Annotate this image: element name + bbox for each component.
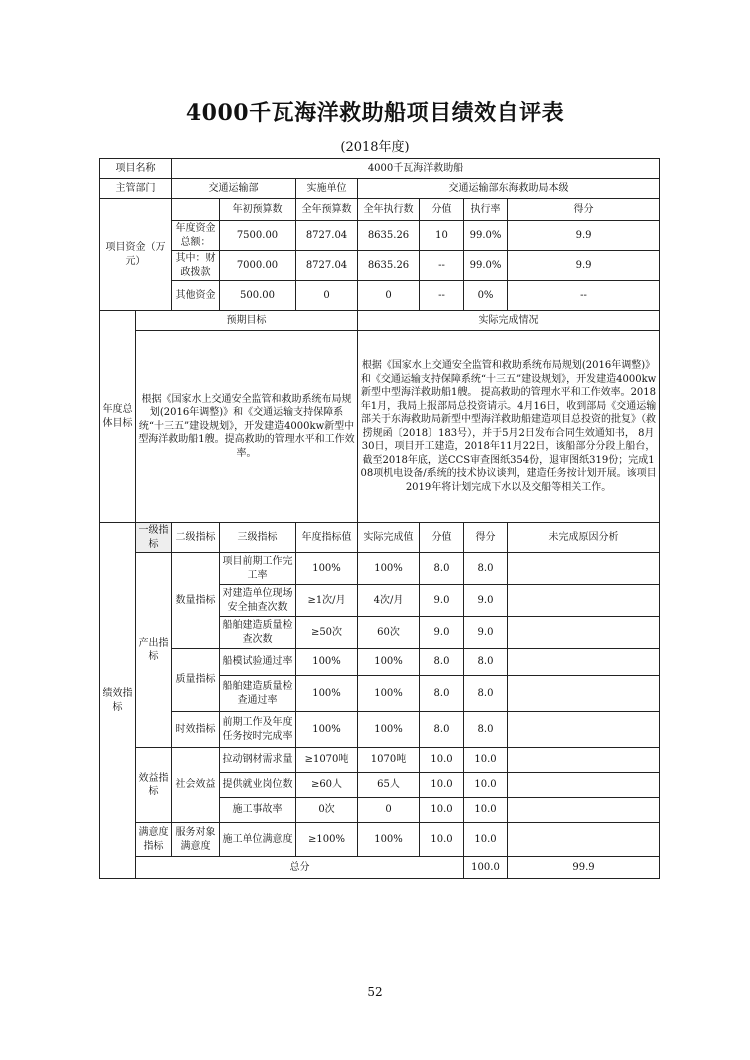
funds-header-score-value: 分值: [420, 199, 464, 221]
document-subtitle: (2018年度): [340, 140, 410, 155]
department-row: [100, 179, 660, 199]
perf-reason: [508, 617, 660, 649]
funds-row-label: 其他资金: [172, 281, 220, 311]
perf-level2-quantity: 数量指标: [172, 553, 220, 649]
perf-target: ≥50次: [296, 617, 358, 649]
perf-row: [100, 712, 660, 748]
perf-reason: [508, 676, 660, 712]
perf-level3: 拉动钢材需求量: [220, 748, 296, 773]
project-name-value: 4000千瓦海洋救助船: [172, 159, 660, 179]
perf-level2-timeliness: 时效指标: [172, 712, 220, 748]
perf-score-value: 9.0: [420, 617, 464, 649]
funds-header-score: 得分: [508, 199, 660, 221]
funds-row: [100, 221, 660, 251]
perf-reason: [508, 712, 660, 748]
perf-score-value: 10.0: [420, 823, 464, 857]
perf-level3: 船舶建造质量检查次数: [220, 617, 296, 649]
dept-value: 交通运输部: [172, 179, 296, 199]
perf-score: 8.0: [464, 649, 508, 676]
expected-goal-text: 根据《国家水上交通安全监管和救助系统布局规划(2016年调整)》和《交通运输支持保障系统“十三五”建设规划》，开发建造4000kw新型中型海洋救助船1艘。提高救助的管理水平和工作效率。: [136, 331, 358, 523]
actual-goal-text: 根据《国家水上交通安全监管和救助系统布局规划(2016年调整)》和《交通运输支持保障系统“十三五”建设规划》，开发建造4000kw新型中型海洋救助船1艘。 提高救助的管理水平和工作效率。2018年1月，我局上报部局总投资请示。4月16日，收到部局《交通运输部关于东海救助局新型中型海洋救助船建造项目总投资的批复》（救捞规函〔2018〕183号），并于5月2日发布合同生效通知书， 8月30日，项目开工建造，2018年11月22日，该船部分分段上船台，截至2018年底，送CCS审查图纸354份，退审图纸319份；完成108项机电设备/系统的技术协议谈判，建造任务按计划开展。该项目2019年将计划完成下水以及交船等相关工作。: [358, 331, 660, 523]
perf-header-row: [100, 523, 660, 553]
perf-score: 8.0: [464, 712, 508, 748]
perf-score: 8.0: [464, 553, 508, 585]
perf-label: 绩效指标: [100, 523, 136, 879]
perf-level2-service: 服务对象满意度: [172, 823, 220, 857]
funds-header-init: 年初预算数: [220, 199, 296, 221]
funds-row-annual: 8727.04: [296, 251, 358, 281]
perf-score-value: 9.0: [420, 585, 464, 617]
perf-level1-benefit: 效益指标: [136, 748, 172, 823]
perf-reason: [508, 649, 660, 676]
goals-header-row: [100, 311, 660, 331]
perf-reason: [508, 748, 660, 773]
perf-target: ≥60人: [296, 773, 358, 798]
funds-row-rate: 99.0%: [464, 221, 508, 251]
perf-actual: 100%: [358, 676, 420, 712]
perf-score-value: 10.0: [420, 798, 464, 823]
perf-row: [100, 649, 660, 676]
perf-score-value: 10.0: [420, 773, 464, 798]
funds-row-score: --: [508, 281, 660, 311]
perf-score: 8.0: [464, 676, 508, 712]
page-number: 52: [367, 985, 383, 999]
funds-header-annual: 全年预算数: [296, 199, 358, 221]
perf-score-value: 8.0: [420, 712, 464, 748]
perf-level3: 船模试验通过率: [220, 649, 296, 676]
perf-reason: [508, 553, 660, 585]
perf-header-level3: 三级指标: [220, 523, 296, 553]
funds-row-score-value: --: [420, 281, 464, 311]
perf-score: 10.0: [464, 748, 508, 773]
perf-score-value: 10.0: [420, 748, 464, 773]
perf-target: 100%: [296, 553, 358, 585]
project-name-row: [100, 159, 660, 179]
perf-level3: 船舶建造质量检查通过率: [220, 676, 296, 712]
perf-reason: [508, 823, 660, 857]
funds-row-score-value: 10: [420, 221, 464, 251]
funds-header-blank: [172, 199, 220, 221]
funds-row-rate: 0%: [464, 281, 508, 311]
perf-actual: 100%: [358, 823, 420, 857]
perf-level2-quality: 质量指标: [172, 649, 220, 712]
impl-value: 交通运输部东海救助局本级: [358, 179, 660, 199]
perf-reason: [508, 798, 660, 823]
perf-actual: 100%: [358, 712, 420, 748]
goals-label: 年度总体目标: [100, 311, 136, 523]
perf-reason: [508, 585, 660, 617]
funds-row-exec: 0: [358, 281, 420, 311]
perf-score-value: 8.0: [420, 649, 464, 676]
perf-header-score: 得分: [464, 523, 508, 553]
funds-row-exec: 8635.26: [358, 251, 420, 281]
funds-row-label: 年度资金总额：: [172, 221, 220, 251]
perf-level2-social: 社会效益: [172, 748, 220, 823]
funds-row-annual: 8727.04: [296, 221, 358, 251]
funds-row-score-value: --: [420, 251, 464, 281]
funds-row-score: 9.9: [508, 251, 660, 281]
perf-actual: 4次/月: [358, 585, 420, 617]
actual-header: 实际完成情况: [358, 311, 660, 331]
perf-target: 0次: [296, 798, 358, 823]
perf-target: ≥1070吨: [296, 748, 358, 773]
perf-row: [100, 553, 660, 585]
perf-score: 10.0: [464, 798, 508, 823]
perf-level3: 前期工作及年度任务按时完成率: [220, 712, 296, 748]
funds-row-rate: 99.0%: [464, 251, 508, 281]
perf-actual: 65人: [358, 773, 420, 798]
total-score-value: 100.0: [464, 857, 508, 879]
project-name-label: 项目名称: [100, 159, 172, 179]
perf-actual: 0: [358, 798, 420, 823]
funds-header-exec: 全年执行数: [358, 199, 420, 221]
perf-score: 9.0: [464, 585, 508, 617]
perf-row: [100, 748, 660, 773]
impl-label: 实施单位: [296, 179, 358, 199]
perf-target: ≥100%: [296, 823, 358, 857]
evaluation-table: [99, 158, 660, 879]
perf-level3: 项目前期工作完工率: [220, 553, 296, 585]
funds-label: 项目资金（万元）: [100, 199, 172, 311]
funds-row-score: 9.9: [508, 221, 660, 251]
funds-row: [100, 251, 660, 281]
perf-header-actual: 实际完成值: [358, 523, 420, 553]
perf-level1-output: 产出指标: [136, 553, 172, 748]
perf-target: 100%: [296, 649, 358, 676]
perf-level1-satisfaction: 满意度指标: [136, 823, 172, 857]
funds-row: [100, 281, 660, 311]
funds-row-init: 500.00: [220, 281, 296, 311]
perf-level3: 提供就业岗位数: [220, 773, 296, 798]
perf-score: 10.0: [464, 773, 508, 798]
total-row: [100, 857, 660, 879]
total-score: 99.9: [508, 857, 660, 879]
document-title: 4000千瓦海洋救助船项目绩效自评表: [185, 100, 565, 126]
perf-score: 9.0: [464, 617, 508, 649]
perf-actual: 100%: [358, 649, 420, 676]
funds-row-label: 其中：财政拨款: [172, 251, 220, 281]
funds-row-init: 7500.00: [220, 221, 296, 251]
funds-row-annual: 0: [296, 281, 358, 311]
funds-row-exec: 8635.26: [358, 221, 420, 251]
funds-row-init: 7000.00: [220, 251, 296, 281]
perf-reason: [508, 773, 660, 798]
perf-score-value: 8.0: [420, 676, 464, 712]
perf-level3: 施工单位满意度: [220, 823, 296, 857]
expected-header: 预期目标: [136, 311, 358, 331]
dept-label: 主管部门: [100, 179, 172, 199]
perf-target: 100%: [296, 712, 358, 748]
perf-level3: 对建造单位现场安全抽查次数: [220, 585, 296, 617]
funds-header-rate: 执行率: [464, 199, 508, 221]
perf-level3: 施工事故率: [220, 798, 296, 823]
perf-score-value: 8.0: [420, 553, 464, 585]
perf-target: 100%: [296, 676, 358, 712]
perf-target: ≥1次/月: [296, 585, 358, 617]
perf-header-level2: 二级指标: [172, 523, 220, 553]
perf-header-reason: 未完成原因分析: [508, 523, 660, 553]
perf-header-score-value: 分值: [420, 523, 464, 553]
perf-header-level1: 一级指标: [136, 523, 172, 553]
perf-actual: 100%: [358, 553, 420, 585]
goals-content-row: [100, 331, 660, 523]
total-label: 总分: [136, 857, 464, 879]
perf-score: 10.0: [464, 823, 508, 857]
perf-row: [100, 823, 660, 857]
funds-header-row: [100, 199, 660, 221]
perf-header-target: 年度指标值: [296, 523, 358, 553]
perf-actual: 60次: [358, 617, 420, 649]
perf-actual: 1070吨: [358, 748, 420, 773]
